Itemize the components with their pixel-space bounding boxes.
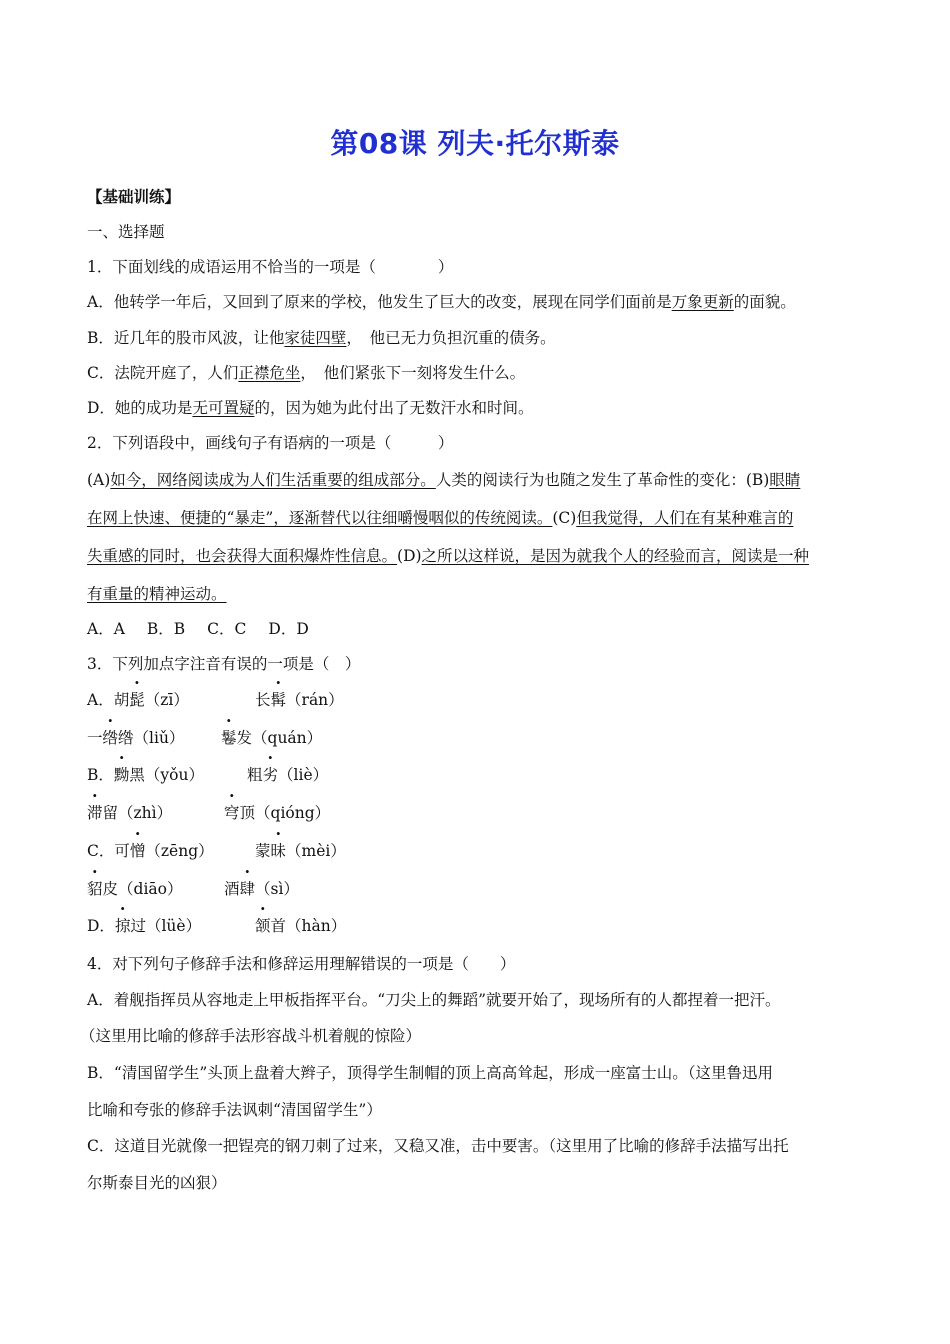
- q1-option-b: B．近几年的股市风波，让他家徒四壁， 他已无力负担沉重的债务。: [87, 329, 556, 347]
- q3-row-1: A．胡髭（zī）: [87, 691, 189, 709]
- q2-passage-line-2: 在网上快速、便捷的“暴走”，逐渐替代以往细嚼慢咽似的传统阅读。(C)但我觉得，人们在有某种难言的: [87, 509, 794, 527]
- q3-row-3: B．黝黑（yǒu）: [87, 766, 204, 784]
- q1-option-c: C．法院开庭了，人们正襟危坐， 他们紧张下一刻将发生什么。: [87, 364, 526, 382]
- q3-row-5: C．可憎（zēng）: [87, 842, 214, 860]
- q3-row-2: 一绺绺（liǔ）: [87, 729, 185, 747]
- q2-stem: 2．下列语段中，画线句子有语病的一项是（ ）: [87, 434, 454, 452]
- q3-row-1b: 长髯（rán）: [255, 691, 344, 709]
- q2-passage-line-3: 失重感的同时，也会获得大面积爆炸性信息。(D)之所以这样说，是因为就我个人的经验而言，阅读是一种: [87, 547, 810, 565]
- q3-row-7: D．掠过（lüè）: [87, 917, 202, 935]
- q1-option-d: D．她的成功是无可置疑的，因为她为此付出了无数汗水和时间。: [87, 399, 534, 417]
- page-title: 第08课 列夫·托尔斯泰: [330, 127, 620, 160]
- q3-row-2b: 鬈发（quán）: [221, 729, 323, 747]
- q3-row-4: 滞留（zhì）: [87, 804, 173, 822]
- q4-stem: 4．对下列句子修辞手法和修辞运用理解错误的一项是（ ）: [87, 955, 516, 973]
- q4-option-c-line-1: C．这道目光就像一把锃亮的钢刀刺了过来，又稳又准，击中要害。（这里用了比喻的修辞手法描写出托: [87, 1137, 789, 1155]
- q3-row-4b: 穹顶（qióng）: [224, 804, 331, 822]
- q4-option-a-line-2: （这里用比喻的修辞手法形容战斗机着舰的惊险）: [80, 1027, 422, 1045]
- q1-stem: 1．下面划线的成语运用不恰当的一项是（ ）: [87, 258, 454, 276]
- q1-option-a: A．他转学一年后，又回到了原来的学校，他发生了巨大的改变，展现在同学们面前是万象更新的面貌。: [87, 293, 796, 311]
- q2-option-b: B．B: [146, 620, 186, 638]
- q2-option-c: C．C: [207, 620, 247, 638]
- q2-option-d: D．D: [268, 620, 309, 638]
- q3-stem: 3．下列加点字注音有误的一项是（ ）: [87, 655, 361, 673]
- q2-passage-line-1: (A)如今，网络阅读成为人们生活重要的组成部分。人类的阅读行为也随之发生了革命性的变化：(B)眼睛: [87, 471, 801, 489]
- q4-option-b-line-1: B．“清国留学生”头顶上盘着大辫子，顶得学生制帽的顶上高高耸起，形成一座富士山。（这里鲁迅用: [87, 1064, 773, 1082]
- q3-row-5b: 蒙昧（mèi）: [255, 842, 346, 860]
- q4-option-c-line-2: 尔斯泰目光的凶狠）: [87, 1174, 227, 1192]
- q4-option-a-line-1: A．着舰指挥员从容地走上甲板指挥平台。“刀尖上的舞蹈”就要开始了，现场所有的人都捏着一把汗。: [87, 991, 781, 1009]
- q3-row-7b: 颔首（hàn）: [255, 917, 347, 935]
- q2-option-a: A．A: [87, 620, 125, 638]
- q3-row-3b: 粗劣（liè）: [247, 766, 329, 784]
- q3-row-6: 貂皮（diāo）: [87, 880, 183, 898]
- q2-passage-line-4: 有重量的精神运动。: [87, 585, 227, 603]
- part-heading: 一、选择题: [87, 223, 165, 241]
- q4-option-b-line-2: 比喻和夸张的修辞手法讽刺“清国留学生”）: [87, 1101, 382, 1119]
- section-heading: 【基础训练】: [87, 188, 181, 206]
- q3-row-6b: 酒肆（sì）: [224, 880, 299, 898]
- q2-options: [87, 619, 309, 639]
